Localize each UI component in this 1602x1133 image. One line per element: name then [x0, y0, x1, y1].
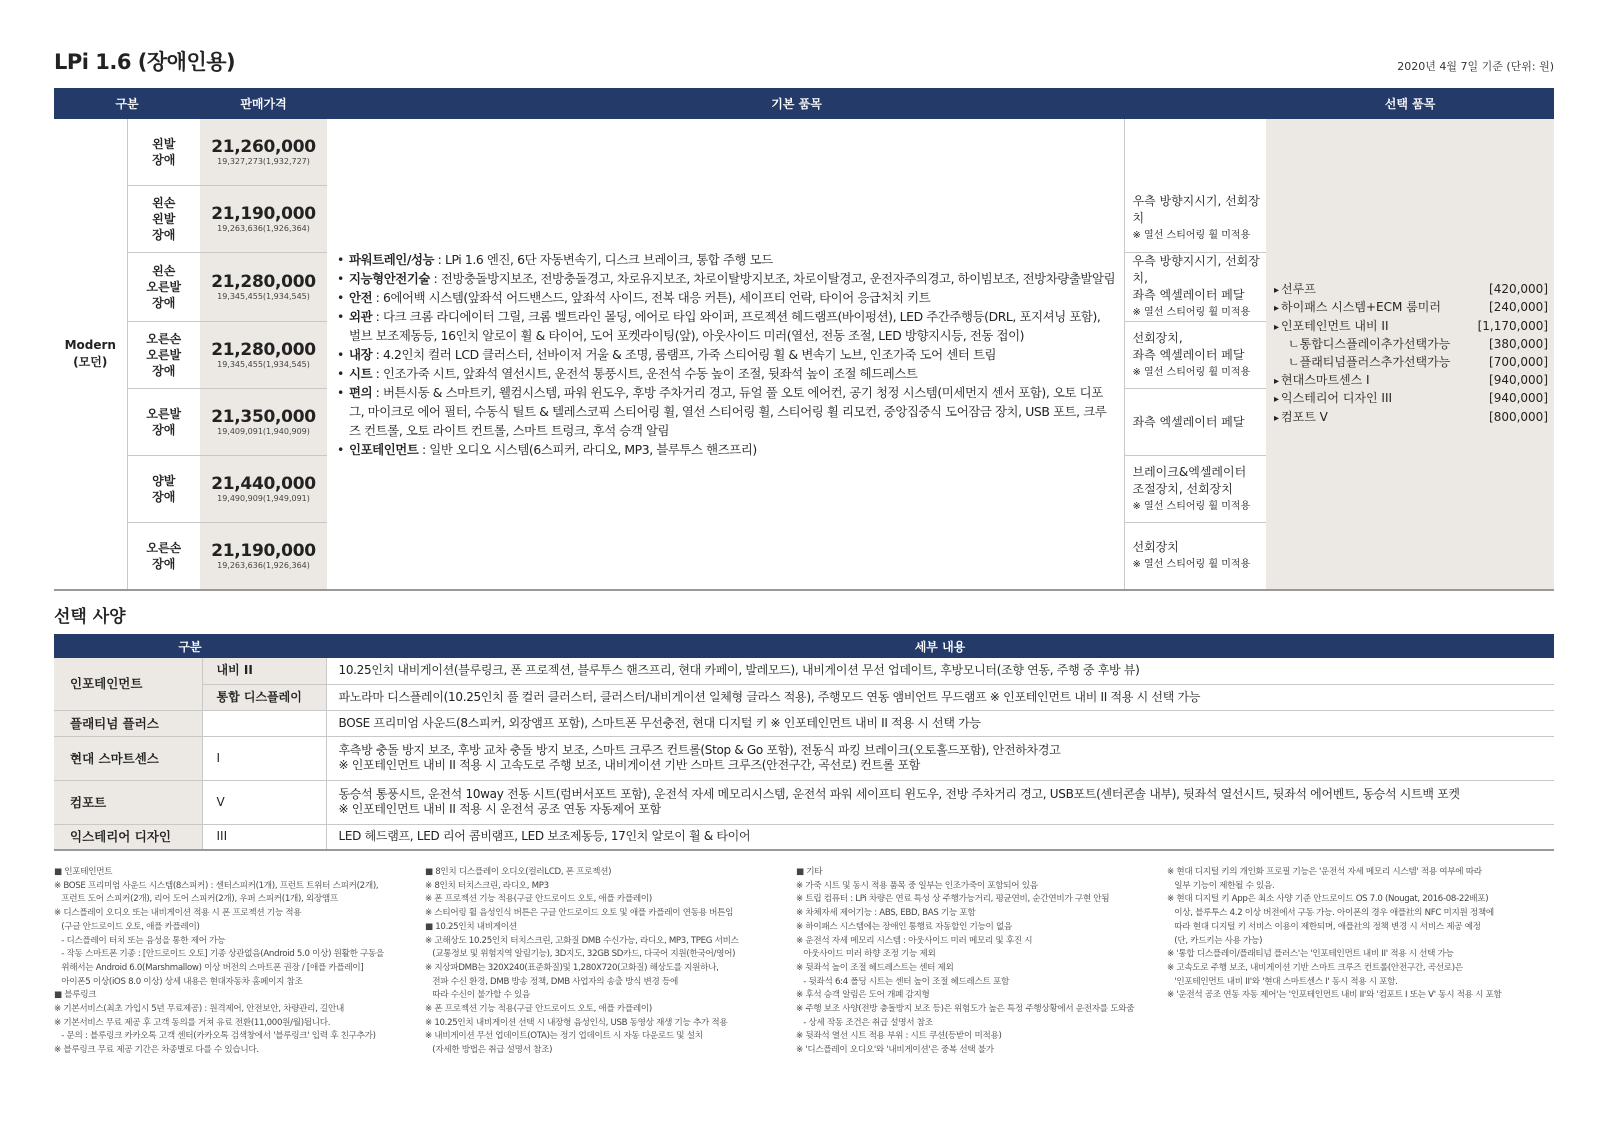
basic-item-label: 내장 — [349, 346, 373, 362]
basic-items-list — [337, 250, 1116, 459]
footnote-line: ■ 8인치 디스플레이 오디오(컬러LCD, 폰 프로젝션) — [425, 867, 612, 877]
option-name: ㄴ통합디스플레이추가선택가능 — [1288, 337, 1451, 352]
extra-equipment-note: ※ 열선 스티어링 휠 미적용 — [1132, 307, 1251, 318]
trim-category: Modern (모던) — [54, 119, 127, 590]
footnotes-col-1 — [54, 866, 414, 1058]
option-price: [940,000] — [1489, 372, 1549, 387]
options-section-title: 선택 사양 — [54, 607, 126, 627]
extra-equipment — [1124, 322, 1266, 389]
price-row — [54, 119, 1554, 186]
basic-item — [337, 440, 1116, 459]
spec-detail — [326, 710, 1554, 736]
footnote-line: (자세한 방법은 취급 설명서 참조) — [425, 1045, 553, 1056]
disability-type: 왼손 왼발 장애 — [127, 186, 200, 253]
price-cell — [200, 119, 327, 186]
spec-group: 컴포트 — [54, 780, 202, 824]
basic-item-label: 안전 — [349, 289, 373, 305]
footnote-line: - 뒷좌석 6:4 폴딩 시트는 센터 높이 조절 헤드레스트 포함 — [796, 976, 1009, 987]
basic-items-cell — [327, 119, 1124, 590]
spec-sub: 내비 II — [202, 658, 326, 684]
option-item — [1274, 281, 1548, 300]
spec-detail-text: 후측방 충돌 방지 보조, 후방 교차 충돌 방지 보조, 스마트 크루즈 컨트롤(Stop & Go 포함), 전동식 파킹 브레이크(오토홀드포함), 안전하차경고 — [338, 743, 1061, 757]
footnote-line: ※ 지상파DMB는 320X240(표준화질)및 1,280X720(고화질) 해상도를 지원하나, — [425, 962, 719, 973]
footnote-line: ※ 내비게이션 무선 업데이트(OTA)는 정기 업데이트 시 자동 다운로드 및 설치 — [425, 1031, 703, 1042]
price-table — [54, 88, 1554, 591]
footnote-line: 이상, 블루투스 4.2 이상 버전에서 구동 가능. 아이폰의 경우 애플社의 NFC 미지원 정책에 — [1167, 908, 1494, 919]
options-cell — [1266, 119, 1554, 590]
footnote-line: - 디스플레이 터치 또는 음성을 통한 제어 가능 — [54, 935, 226, 946]
option-item — [1274, 354, 1548, 372]
footnote-line: ※ 폰 프로젝션 기능 적용(구글 안드로이드 오토, 애플 카플레이) — [425, 1004, 652, 1015]
page-title: LPi 1.6 (장애인용) — [54, 50, 236, 74]
disability-type: 오른손 오른발 장애 — [127, 322, 200, 389]
extra-equipment-text: 브레이크&엑셀레이터 조절장치, 선회장치 — [1132, 464, 1247, 496]
basic-item-text: : 6에어백 시스템(앞좌석 어드밴스드, 앞좌석 사이드, 전복 대응 커튼), 세이프티 언락, 타이어 응급처치 키트 — [372, 289, 931, 305]
spec-detail — [326, 780, 1554, 824]
option-item — [1274, 390, 1548, 409]
extra-equipment — [1124, 523, 1266, 591]
footnote-line: (구글 안드로이드 오토, 애플 카플레이) — [54, 921, 200, 932]
footnote-line: ※ 후석 승객 알림은 도어 개폐 감지형 — [796, 990, 930, 1001]
option-name: ▸ 선루프 — [1274, 281, 1316, 300]
disability-type: 왼손 오른발 장애 — [127, 253, 200, 322]
spec-detail-note: ※ 인포테인먼트 내비 II 적용 시 고속도로 주행 보조, 내비게이션 기반 스마트 크루즈(안전구간, 곡선로) 컨트롤 포함 — [338, 758, 921, 772]
extra-equipment-note: ※ 열선 스티어링 휠 미적용 — [1132, 230, 1251, 242]
footnote-line: ※ 고해상도 10.25인치 터치스크린, 고화질 DMB 수신가능, 라디오, MP3, TPEG 서비스 — [425, 935, 739, 946]
basic-item — [337, 383, 1116, 440]
sale-price: 21,190,000 — [211, 204, 316, 224]
price-breakdown: 19,327,273(1,932,727) — [217, 157, 310, 166]
footnote-line: ※ 현대 디지털 키 App은 최소 사양 기준 안드로이드 OS 7.0 (Nougat, 2016-08-22배포) — [1167, 894, 1489, 905]
spec-detail-text: 파노라마 디스플레이(10.25인치 풀 컬러 클러스터, 클러스터/내비게이션 일체형 글라스 적용), 주행모드 연동 앰비언트 무드램프 ※ 인포테인먼트 내비 II 적용 시 선택 가능 — [338, 689, 1201, 704]
footnote-line: - 작동 스마트폰 기종 : [안드로이드 오토] 기종 상관없음(Android 5.0 이상) 원활한 구동을 — [54, 949, 385, 960]
option-price: [1,170,000] — [1477, 318, 1549, 333]
footnote-line: '인포테인먼트 내비 II'와 '현대 스마트센스 I' 동시 적용 시 포함. — [1167, 976, 1398, 987]
option-item — [1274, 336, 1548, 354]
extra-equipment-text: 선회장치 — [1132, 540, 1179, 554]
basic-item — [337, 250, 1116, 269]
sale-price: 21,350,000 — [211, 407, 316, 427]
footnote-line: (교통정보 및 위험지역 알림기능), 3D지도, 32GB SD카드, 다국어 지원(한국어/영어) — [425, 949, 736, 960]
extra-equipment-text: 우측 방향지시기, 선회장치 — [1132, 194, 1260, 226]
option-price: [700,000] — [1489, 355, 1549, 369]
disability-type: 오른발 장애 — [127, 389, 200, 456]
footnote-line: ※ 디스플레이 오디오 또는 내비게이션 적용 시 폰 프로젝션 기능 적용 — [54, 908, 302, 919]
price-cell — [200, 456, 327, 523]
spec-sub: I — [202, 736, 326, 780]
spec-detail-text: BOSE 프리미엄 사운드(8스피커, 외장앰프 포함), 스마트폰 무선충전, 현대 디지털 키 ※ 인포테인먼트 내비 II 적용 시 선택 가능 — [338, 715, 981, 730]
footnote-line: ※ 현대 디지털 키의 개인화 프로필 기능은 '운전석 자세 메모리 시스템' 적용 여부에 따라 — [1167, 867, 1482, 877]
footnote-line: ※ 8인치 터치스크린, 라디오, MP3 — [425, 880, 549, 891]
spec-detail — [326, 736, 1554, 780]
footnotes-col-3 — [796, 866, 1156, 1058]
spec-row — [54, 684, 1554, 710]
spec-detail-note: ※ 인포테인먼트 내비 II 적용 시 운전석 공조 연동 자동제어 포함 — [338, 802, 661, 816]
extra-equipment-text: 우측 방향지시기, 선회장치, 좌측 엑셀레이터 페달 — [1132, 254, 1260, 302]
footnote-line: 일부 기능이 제한될 수 있음. — [1167, 880, 1275, 891]
footnote-line: 따라 수신이 불가할 수 있음 — [425, 990, 531, 1001]
spec-detail-text: 동승석 통풍시트, 운전석 10way 전동 시트(럼버서포트 포함), 운전석 자세 메모리시스템, 운전석 파워 세이프티 윈도우, 전방 주차거리 경고, USB포트(센터콘솔 내부), 뒷좌석 열선시트, 뒷좌석 에어벤트, 동승석 시트백 포켓 — [338, 787, 1460, 801]
footnote-line: ※ '통합 디스플레이/플래티넘 플러스'는 '인포테인먼트 내비 II' 적용 시 선택 가능 — [1167, 949, 1454, 960]
disability-type: 양발 장애 — [127, 456, 200, 523]
basic-item-label: 외관 — [349, 308, 373, 324]
extra-equipment-note: ※ 열선 스티어링 휠 미적용 — [1132, 559, 1251, 570]
basic-item-label: 인포테인먼트 — [349, 441, 419, 457]
footnote-line: ※ 스티어링 휠 음성인식 버튼은 구글 안드로이드 오토 및 애플 카플레이 연동용 버튼임 — [425, 908, 734, 919]
price-cell — [200, 523, 327, 591]
extra-equipment-text: 선회장치, 좌측 엑셀레이터 페달 — [1132, 330, 1245, 362]
price-cell — [200, 186, 327, 253]
footnote-line: ■ 10.25인치 내비게이션 — [425, 921, 517, 932]
basic-item — [337, 345, 1116, 364]
footnote-line: ※ 고속도로 주행 보조, 내비게이션 기반 스마트 크루즈 컨트롤(안전구간, 곡선로)은 — [1167, 962, 1463, 973]
option-item — [1274, 372, 1548, 391]
option-name: ㄴ플래티넘플러스추가선택가능 — [1288, 355, 1451, 369]
option-price: [940,000] — [1489, 391, 1549, 406]
spec-detail — [326, 684, 1554, 710]
spec-detail — [326, 824, 1554, 850]
footnote-line: - 상세 작동 조건은 취급 설명서 참조 — [796, 1017, 933, 1028]
footnote-line: 따라 현대 디지털 키 서비스 이용이 제한되며, 애플社의 정책 변경 시 서비스 제공 예정 — [1167, 921, 1481, 932]
footnote-line: ※ 트립 컴퓨터 : LPi 차량은 연료 특성 상 주행가능거리, 평균연비, 순간연비가 구현 안됨 — [796, 894, 1110, 905]
basic-item-text: : 일반 오디오 시스템(6스피커, 라디오, MP3, 블루투스 핸즈프리) — [418, 441, 757, 457]
option-price: [420,000] — [1489, 281, 1549, 296]
spec-detail-text: 10.25인치 내비게이션(블루링크, 폰 프로젝션, 블루투스 핸즈프리, 현대 카페이, 발레모드), 내비게이션 무선 업데이트, 후방모니터(조향 연동, 주행 중 후방 뷰) — [338, 663, 1140, 678]
spec-group: 현대 스마트센스 — [54, 736, 202, 780]
extra-equipment-note: ※ 열선 스티어링 휠 미적용 — [1132, 500, 1251, 512]
footnote-line: 아이폰5 이상(iOS 8.0 이상) 상세 내용은 현대자동차 홈페이지 참조 — [54, 976, 303, 987]
price-breakdown: 19,345,455(1,934,545) — [217, 292, 310, 301]
footnote-line: ※ 블루링크 무료 제공 기간은 차종별로 다를 수 있습니다. — [54, 1045, 259, 1056]
footnotes-col-2 — [425, 866, 785, 1058]
footnote-line: (단, 카드키는 사용 가능) — [1167, 935, 1263, 946]
basic-item-label: 편의 — [349, 384, 373, 400]
extra-equipment — [1124, 389, 1266, 456]
footnote-line: ※ '디스플레이 오디오'와 '내비게이션'은 중복 선택 불가 — [796, 1045, 994, 1056]
option-price: [380,000] — [1489, 337, 1549, 352]
option-item — [1274, 409, 1548, 428]
price-cell — [200, 253, 327, 322]
sale-price: 21,260,000 — [211, 137, 316, 157]
price-breakdown: 19,263,636(1,926,364) — [217, 561, 310, 570]
spec-detail — [326, 658, 1554, 684]
extra-equipment — [1124, 186, 1266, 253]
basic-item-label: 지능형안전기술 — [349, 270, 430, 286]
basic-item-label: 시트 — [349, 365, 373, 381]
footnote-line: ※ 폰 프로젝션 기능 적용(구글 안드로이드 오토, 애플 카플레이) — [425, 894, 652, 905]
footnote-line: - 문의 : 블루링크 카카오톡 고객 센터(카카오톡 검색창에서 '블루링크' 입력 후 친구추가) — [54, 1031, 376, 1042]
basic-item-text: : 인조가죽 시트, 앞좌석 열선시트, 운전석 통풍시트, 운전석 수동 높이 조절, 뒷좌석 높이 조절 헤드레스트 — [372, 365, 918, 381]
options-spec-table — [54, 634, 1554, 851]
basic-item-text: : 다크 크롬 라디에이터 그릴, 크롬 벨트라인 몰딩, 에어로 타입 와이퍼, 프로젝션 헤드램프(바이펑션), LED 주간주행등(DRL, 포지셔닝 포함), 벌브 보조제동등, 16인치 알로이 휠 & 타이어, 도어 포켓라이팅(앞), 아웃사이드 미러(열선, 전동 조절, LED 방향지시등, 전동 접이) — [349, 308, 1101, 343]
option-name: ▸ 현대스마트센스 I — [1274, 372, 1370, 391]
sale-price: 21,190,000 — [211, 541, 316, 561]
footnote-line: ※ 기본서비스 무료 제공 후 고객 동의를 거쳐 유료 전환(11,000원/월)됩니다. — [54, 1017, 331, 1028]
footnote-line: ※ 가죽 시트 및 동시 적용 품목 중 일부는 인조가죽이 포함되어 있음 — [796, 880, 1038, 891]
option-name: ▸ 하이패스 시스템+ECM 룸미러 — [1274, 299, 1441, 318]
option-name: ▸ 인포테인먼트 내비 II — [1274, 318, 1388, 337]
footnote-line: ※ 주행 보조 사양(전방 충돌방지 보조 등)은 위험도가 높은 특정 주행상황에서 운전자를 도와줌 — [796, 1004, 1135, 1015]
footnote-line: ※ 10.25인치 내비게이션 선택 시 내장형 음성인식, USB 동영상 재생 기능 추가 적용 — [425, 1017, 728, 1028]
footnote-line: ※ BOSE 프리미엄 사운드 시스템(8스피커) : 센터스피커(1개), 프런트 트위터 스피커(2개), — [54, 880, 379, 891]
basic-item-text: : 4.2인치 컬러 LCD 클러스터, 선바이저 거울 & 조명, 룸램프, 가죽 스티어링 휠 & 변속기 노브, 인조가죽 도어 센터 트림 — [372, 346, 997, 362]
extra-equipment — [1124, 119, 1266, 186]
footnotes-col-4 — [1167, 866, 1527, 1003]
footnote-line: ※ 기본서비스(최초 가입시 5년 무료제공) : 원격제어, 안전보안, 차량관리, 길안내 — [54, 1004, 344, 1015]
footnote-line: 아웃사이드 미러 하향 조정 기능 제외 — [796, 949, 936, 960]
footnote-line: ※ '운전석 공조 연동 자동 제어'는 '인포테인먼트 내비 II'와 '컴포트 I 또는 V' 동시 적용 시 포함 — [1167, 990, 1502, 1001]
header-price: 판매가격 — [200, 88, 327, 119]
extra-equipment — [1124, 456, 1266, 523]
basic-item — [337, 288, 1116, 307]
spec-detail-text: LED 헤드램프, LED 리어 콤비램프, LED 보조제동등, 17인치 알로이 휠 & 타이어 — [338, 829, 751, 844]
price-table-header — [54, 88, 1554, 119]
footnote-line: 전파 수신 환경, DMB 방송 정책, DMB 사업자의 송출 방식 변경 등에 — [425, 976, 678, 987]
footnote-line: ※ 차체자세 제어기능 : ABS, EBD, BAS 기능 포함 — [796, 908, 976, 919]
price-breakdown: 19,409,091(1,940,909) — [217, 427, 310, 436]
spec-sub: 통합 디스플레이 — [202, 684, 326, 710]
spec-sub: V — [202, 780, 326, 824]
spec-row — [54, 824, 1554, 850]
footnote-line: ■ 기타 — [796, 867, 823, 877]
footnote-line: ※ 하이패스 시스템에는 장애인 통행료 자동할인 기능이 없음 — [796, 921, 1012, 932]
spec-header-detail: 세부 내용 — [326, 634, 1554, 658]
basic-item — [337, 307, 1116, 345]
price-breakdown: 19,263,636(1,926,364) — [217, 224, 310, 233]
basic-item-text: : LPi 1.6 엔진, 6단 자동변속기, 디스크 브레이크, 통합 주행 모드 — [434, 251, 773, 267]
spec-row — [54, 780, 1554, 824]
disability-type: 오른손 장애 — [127, 523, 200, 591]
basic-item-label: 파워트레인/성능 — [349, 251, 435, 267]
footnote-line: ※ 뒷좌석 열선 시트 적용 부위 : 시트 쿠션(등받이 미적용) — [796, 1031, 1002, 1042]
basic-item-text: : 버튼시동 & 스마트키, 웰컴시스템, 파워 윈도우, 후방 주차거리 경고, 듀얼 풀 오토 에어컨, 공기 청정 시스템(미세먼지 센서 포함), 오토 디포그, 마이크로 에어 필터, 수동식 틸트 & 텔레스코픽 스티어링 휠, 열선 스티어링 휠, 스티어링 휠 리모컨, 중앙집중식 도어잠금 장치, USB 포트, 크루즈 컨트롤, 오토 라이트 컨트롤, 스마트 트렁크, 후석 승객 알림 — [349, 384, 1107, 438]
spec-header-category: 구분 — [54, 634, 326, 658]
footnote-line: ■ 블루링크 — [54, 990, 97, 1001]
sale-price: 21,280,000 — [211, 340, 316, 360]
option-price: [240,000] — [1489, 300, 1549, 315]
price-breakdown: 19,490,909(1,949,091) — [217, 494, 310, 503]
spec-sub — [202, 710, 326, 736]
footnote-line: ※ 운전석 자세 메모리 시스템 : 아웃사이드 미러 메모리 및 후진 시 — [796, 935, 1033, 946]
price-cell — [200, 389, 327, 456]
spec-group: 플래티넘 플러스 — [54, 710, 202, 736]
spec-row — [54, 658, 1554, 684]
price-breakdown: 19,345,455(1,934,545) — [217, 360, 310, 369]
option-name: ▸ 익스테리어 디자인 III — [1274, 390, 1392, 409]
basic-item-text: : 전방충돌방지보조, 전방충돌경고, 차로유지보조, 차로이탈방지보조, 차로이탈경고, 운전자주의경고, 하이빔보조, 전방차량출발알림 — [430, 270, 1116, 286]
footnote-line: 프런트 도어 스피커(2개), 리어 도어 스피커(2개), 우퍼 스피커(1개), 외장앰프 — [54, 894, 338, 905]
footnote-line: ■ 인포테인먼트 — [54, 867, 113, 877]
footnote-line: 위해서는 Android 6.0(Marshmallow) 이상 버전의 스마트폰 권장 / [애플 카플레이] — [54, 962, 364, 973]
option-item — [1274, 299, 1548, 318]
spec-group: 인포테인먼트 — [54, 658, 202, 710]
extra-equipment-note: ※ 열선 스티어링 휠 미적용 — [1132, 366, 1251, 378]
spec-row — [54, 736, 1554, 780]
spec-row — [54, 710, 1554, 736]
header-options: 선택 품목 — [1266, 88, 1554, 119]
disability-type: 왼발 장애 — [127, 119, 200, 186]
price-cell — [200, 322, 327, 389]
extra-equipment-text: 좌측 엑셀레이터 페달 — [1132, 414, 1245, 429]
spec-sub: III — [202, 824, 326, 850]
header-basic-items: 기본 품목 — [327, 88, 1266, 119]
basic-item — [337, 269, 1116, 288]
sale-price: 21,280,000 — [211, 272, 316, 292]
basic-item — [337, 364, 1116, 383]
option-item — [1274, 318, 1548, 337]
option-price: [800,000] — [1489, 409, 1549, 424]
option-name: ▸ 컴포트 V — [1274, 409, 1328, 428]
extra-equipment — [1124, 253, 1266, 322]
date-info: 2020년 4월 7일 기준 (단위: 원) — [1397, 60, 1554, 73]
spec-group: 익스테리어 디자인 — [54, 824, 202, 850]
header-category: 구분 — [54, 88, 200, 119]
footnote-line: ※ 뒷좌석 높이 조절 헤드레스트는 센터 제외 — [796, 962, 954, 973]
sale-price: 21,440,000 — [211, 474, 316, 494]
